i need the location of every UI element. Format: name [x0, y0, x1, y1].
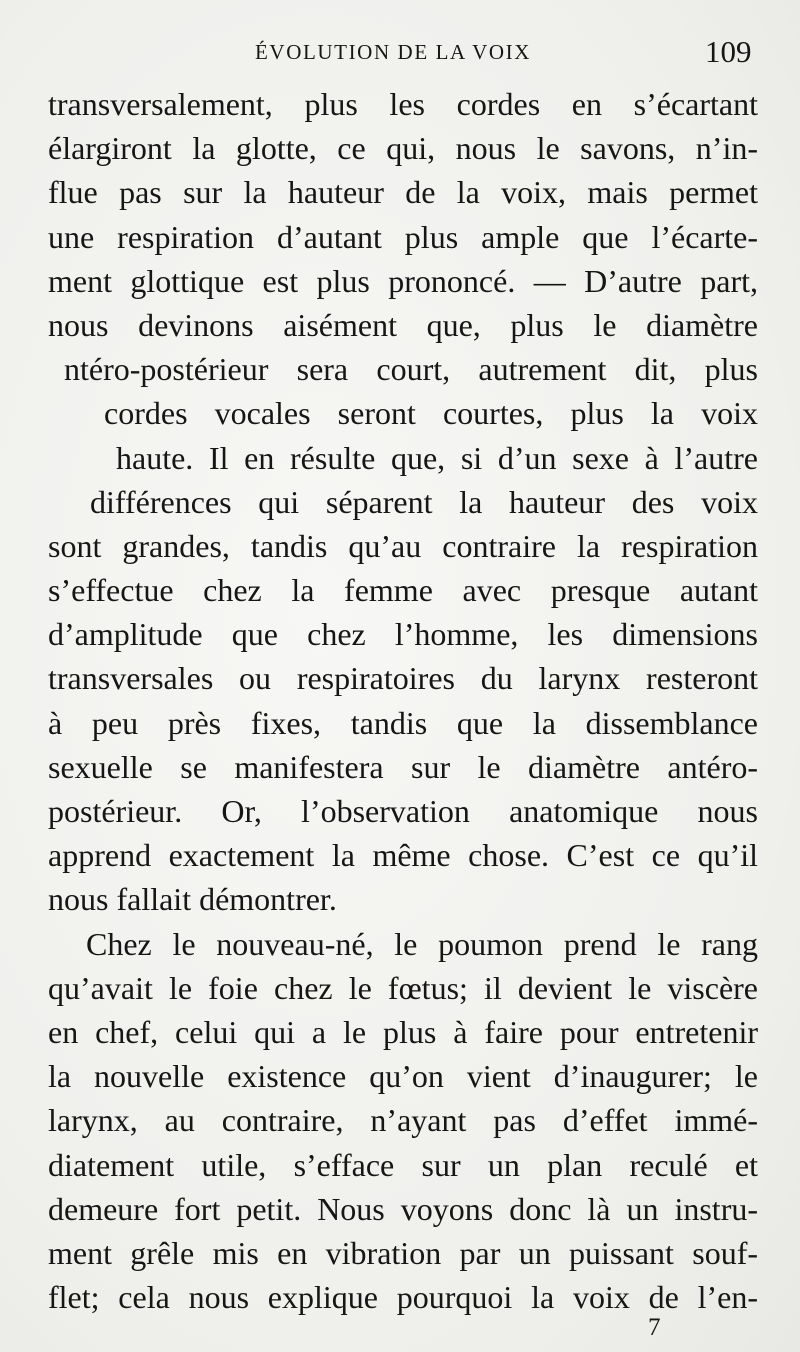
- text-line: Chez le nouveau-né, le poumon prend le rang: [86, 925, 758, 962]
- text-line: transversales ou respiratoires du larynx resteront: [48, 660, 758, 697]
- text-line: nous devinons aisément que, plus le diamètre: [48, 306, 758, 343]
- text-line: apprend exactement la même chose. C’est ce qu’il: [48, 837, 758, 874]
- text-line: flet; cela nous explique pourquoi la voix de l’en-: [48, 1279, 758, 1316]
- text-line: flue pas sur la hauteur de la voix, mais permet: [48, 174, 758, 211]
- signature-mark: 7: [648, 1314, 661, 1341]
- text-line: cordes vocales seront courtes, plus la voix: [104, 395, 758, 432]
- text-line: postérieur. Or, l’observation anatomique nous: [48, 793, 758, 829]
- text-line: différences qui séparent la hauteur des voix: [90, 483, 758, 520]
- body-text: [48, 82, 758, 1319]
- text-line: en chef, celui qui a le plus à faire pour entretenir: [48, 1013, 758, 1050]
- text-line: haute. Il en résulte que, si d’un sexe à l’autre: [116, 439, 758, 476]
- text-line: ntéro-postérieur sera court, autrement dit, plus: [64, 351, 758, 388]
- text-line: nous fallait démontrer.: [48, 881, 337, 918]
- text-line: sexuelle se manifestera sur le diamètre antéro-: [48, 748, 758, 785]
- text-line: une respiration d’autant plus ample que l’écarte-: [48, 218, 758, 255]
- text-line: diatement utile, s’efface sur un plan reculé et: [48, 1146, 758, 1183]
- text-line: à peu près fixes, tandis que la dissemblance: [48, 704, 758, 741]
- page-number: 109: [705, 34, 752, 69]
- running-title: ÉVOLUTION DE LA VOIX: [255, 40, 531, 64]
- text-line: s’effectue chez la femme avec presque autant: [48, 572, 758, 609]
- text-line: élargiront la glotte, ce qui, nous le savons, n’in-: [48, 130, 758, 167]
- running-head: [0, 34, 800, 74]
- text-line: ment grêle mis en vibration par un puissant souf-: [48, 1234, 758, 1271]
- text-line: la nouvelle existence qu’on vient d’inaugurer; le: [48, 1058, 758, 1095]
- text-line: sont grandes, tandis qu’au contraire la respiration: [48, 527, 758, 564]
- text-line: ment glottique est plus prononcé. — D’autre part,: [48, 262, 758, 299]
- text-line: d’amplitude que chez l’homme, les dimensions: [48, 616, 758, 653]
- text-line: larynx, au contraire, n’ayant pas d’effet immé-: [48, 1102, 758, 1139]
- text-line: demeure fort petit. Nous voyons donc là un instru-: [48, 1190, 758, 1227]
- text-line: transversalement, plus les cordes en s’écartant: [48, 86, 758, 122]
- text-line: qu’avait le foie chez le fœtus; il devient le viscère: [48, 969, 758, 1006]
